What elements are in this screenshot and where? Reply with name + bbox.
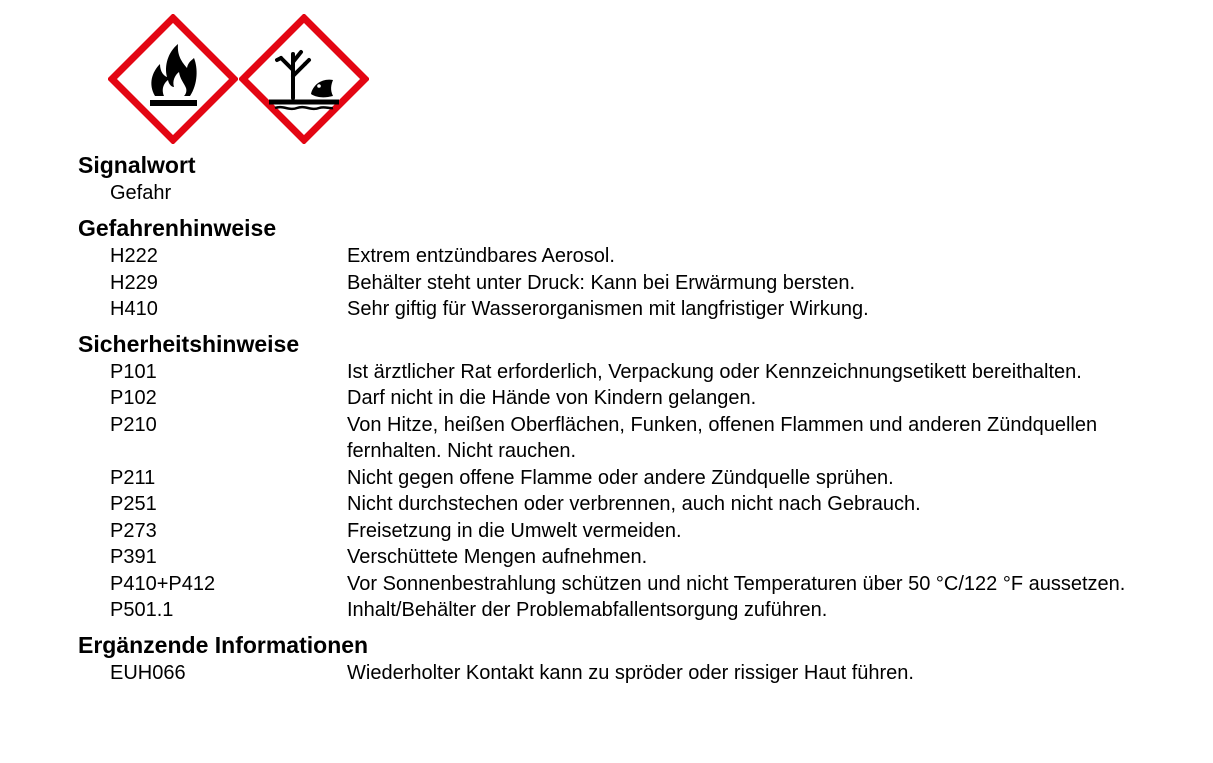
signal-word-section — [78, 150, 1198, 206]
precautionary-statement-row — [78, 465, 1198, 492]
statement-code: P251 — [110, 493, 157, 515]
hazard-statements-list — [78, 243, 1198, 323]
statement-code: P101 — [110, 360, 157, 383]
statement-code: P273 — [110, 519, 157, 542]
statement-text: Extrem entzündbares Aerosol. — [347, 245, 615, 267]
hazard-statement-row — [78, 243, 1198, 270]
precautionary-statement-row — [78, 412, 1198, 465]
signal-word-value: Gefahr — [110, 182, 172, 204]
statement-code: P211 — [110, 466, 156, 489]
statement-text: Darf nicht in die Hände von Kindern gelangen. — [347, 387, 757, 409]
supplementary-statement-row — [78, 660, 1198, 687]
precautionary-statement-row — [78, 518, 1198, 545]
statement-text: Sehr giftig für Wasserorganismen mit langfristiger Wirkung. — [347, 298, 869, 320]
statement-text: Verschüttete Mengen aufnehmen. — [347, 546, 648, 568]
statement-text: Inhalt/Behälter der Problemabfallentsorgung zuführen. — [347, 599, 828, 621]
statement-text: Wiederholter Kontakt kann zu spröder oder rissiger Haut führen. — [347, 661, 914, 684]
statement-code: P210 — [110, 413, 157, 436]
precautionary-statements-heading: Sicherheitshinweise — [78, 330, 300, 357]
hazard-statement-row — [78, 296, 1198, 323]
statement-text: Behälter steht unter Druck: Kann bei Erwärmung bersten. — [347, 271, 856, 294]
statement-code: EUH066 — [110, 661, 186, 684]
hazard-statements-heading: Gefahrenhinweise — [78, 215, 277, 241]
precautionary-statement-row — [78, 571, 1198, 598]
precautionary-statement-row — [78, 359, 1198, 386]
hazard-statements-section — [78, 213, 1198, 323]
statement-text: Ist ärztlicher Rat erforderlich, Verpackung oder Kennzeichnungsetikett bereithalten. — [347, 360, 1082, 383]
precautionary-statements-list — [78, 359, 1198, 624]
signal-word-heading: Signalwort — [78, 152, 196, 178]
supplementary-information-heading: Ergänzende Informationen — [78, 631, 369, 658]
statement-code: P391 — [110, 546, 157, 568]
precautionary-statements-section — [78, 329, 1198, 624]
hazard-statement-row — [78, 270, 1198, 297]
statement-text: Von Hitze, heißen Oberflächen, Funken, offenen Flammen und anderen Zündquellen fernhalten. Nicht rauchen. — [347, 413, 1098, 462]
statement-code: P501.1 — [110, 599, 174, 621]
statement-text: Vor Sonnenbestrahlung schützen und nicht Temperaturen über 50 °C/122 °F aussetzen. — [347, 572, 1126, 595]
precautionary-statement-row — [78, 491, 1198, 518]
statement-code: H410 — [110, 298, 158, 320]
flame-icon — [108, 14, 238, 144]
precautionary-statement-row — [78, 597, 1198, 624]
statement-text: Nicht durchstechen oder verbrennen, auch nicht nach Gebrauch. — [347, 493, 921, 515]
supplementary-information-section — [78, 630, 1198, 687]
statement-text: Nicht gegen offene Flamme oder andere Zündquelle sprühen. — [347, 466, 894, 489]
statement-code: H229 — [110, 271, 158, 294]
hazard-pictograms — [108, 14, 370, 144]
statement-text: Freisetzung in die Umwelt vermeiden. — [347, 519, 682, 542]
statement-code: P102 — [110, 387, 157, 409]
statement-code: H222 — [110, 245, 158, 267]
supplementary-statements-list — [78, 660, 1198, 687]
label-elements — [78, 150, 1198, 692]
statement-code: P410+P412 — [110, 572, 216, 595]
environment-icon — [239, 14, 369, 144]
precautionary-statement-row — [78, 544, 1198, 571]
precautionary-statement-row — [78, 385, 1198, 412]
